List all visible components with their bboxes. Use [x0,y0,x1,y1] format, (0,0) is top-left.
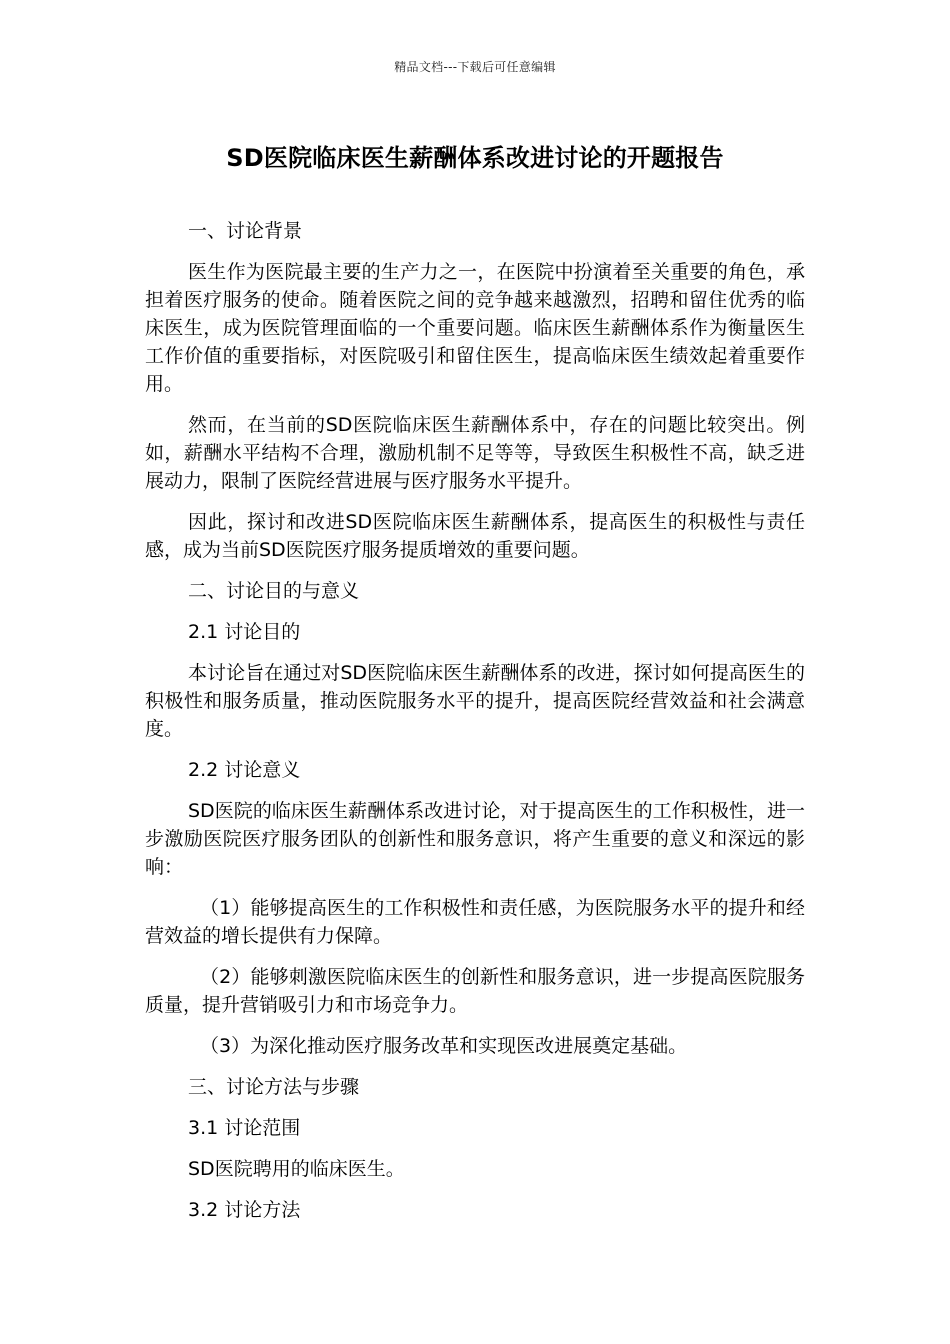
subsection-heading-purpose: 2.1 讨论目的 [188,621,301,643]
subsection-heading-method: 3.2 讨论方法 [188,1199,301,1221]
purpose-paragraph: 本讨论旨在通过对SD医院临床医生薪酬体系的改进，探讨如何提高医生的积极性和服务质量，推动医院服务水平的提升，提高医院经营效益和社会满意度。 [145,662,805,740]
document-title: SD医院临床医生薪酬体系改进讨论的开题报告 [226,144,724,172]
significance-paragraph: SD医院的临床医生薪酬体系改进讨论，对于提高医生的工作积极性，进一步激励医院医疗服务团队的创新性和服务意识，将产生重要的意义和深远的影响： [145,800,805,878]
section-heading-methods: 三、讨论方法与步骤 [188,1076,360,1098]
scope-paragraph: SD医院聘用的临床医生。 [188,1158,405,1180]
subsection-heading-significance: 2.2 讨论意义 [188,759,301,781]
section-heading-purpose: 二、讨论目的与意义 [188,580,360,602]
background-paragraph-2: 然而，在当前的SD医院临床医生薪酬体系中，存在的问题比较突出。例如，薪酬水平结构不合理，激励机制不足等等，导致医生积极性不高，缺乏进展动力，限制了医院经营进展与医疗服务水平提升。 [145,414,805,492]
significance-item-3: （3）为深化推动医疗服务改革和实现医改进展奠定基础。 [200,1035,688,1057]
significance-item-1: （1）能够提高医生的工作积极性和责任感，为医院服务水平的提升和经营效益的增长提供有力保障。 [145,897,805,947]
document-body [145,217,805,1237]
header-note: 精品文档---下载后可任意编辑 [394,60,556,74]
section-heading-background: 一、讨论背景 [188,220,303,242]
background-paragraph-3: 因此，探讨和改进SD医院临床医生薪酬体系，提高医生的积极性与责任感，成为当前SD医院医疗服务提质增效的重要问题。 [145,511,805,561]
significance-item-2: （2）能够刺激医院临床医生的创新性和服务意识，进一步提高医院服务质量，提升营销吸引力和市场竞争力。 [145,966,805,1016]
background-paragraph-1: 医生作为医院最主要的生产力之一，在医院中扮演着至关重要的角色，承担着医疗服务的使命。随着医院之间的竞争越来越激烈，招聘和留住优秀的临床医生，成为医院管理面临的一个重要问题。临床医生薪酬体系作为衡量医生工作价值的重要指标，对医院吸引和留住医生，提高临床医生绩效起着重要作用。 [145,261,805,395]
subsection-heading-scope: 3.1 讨论范围 [188,1117,301,1139]
